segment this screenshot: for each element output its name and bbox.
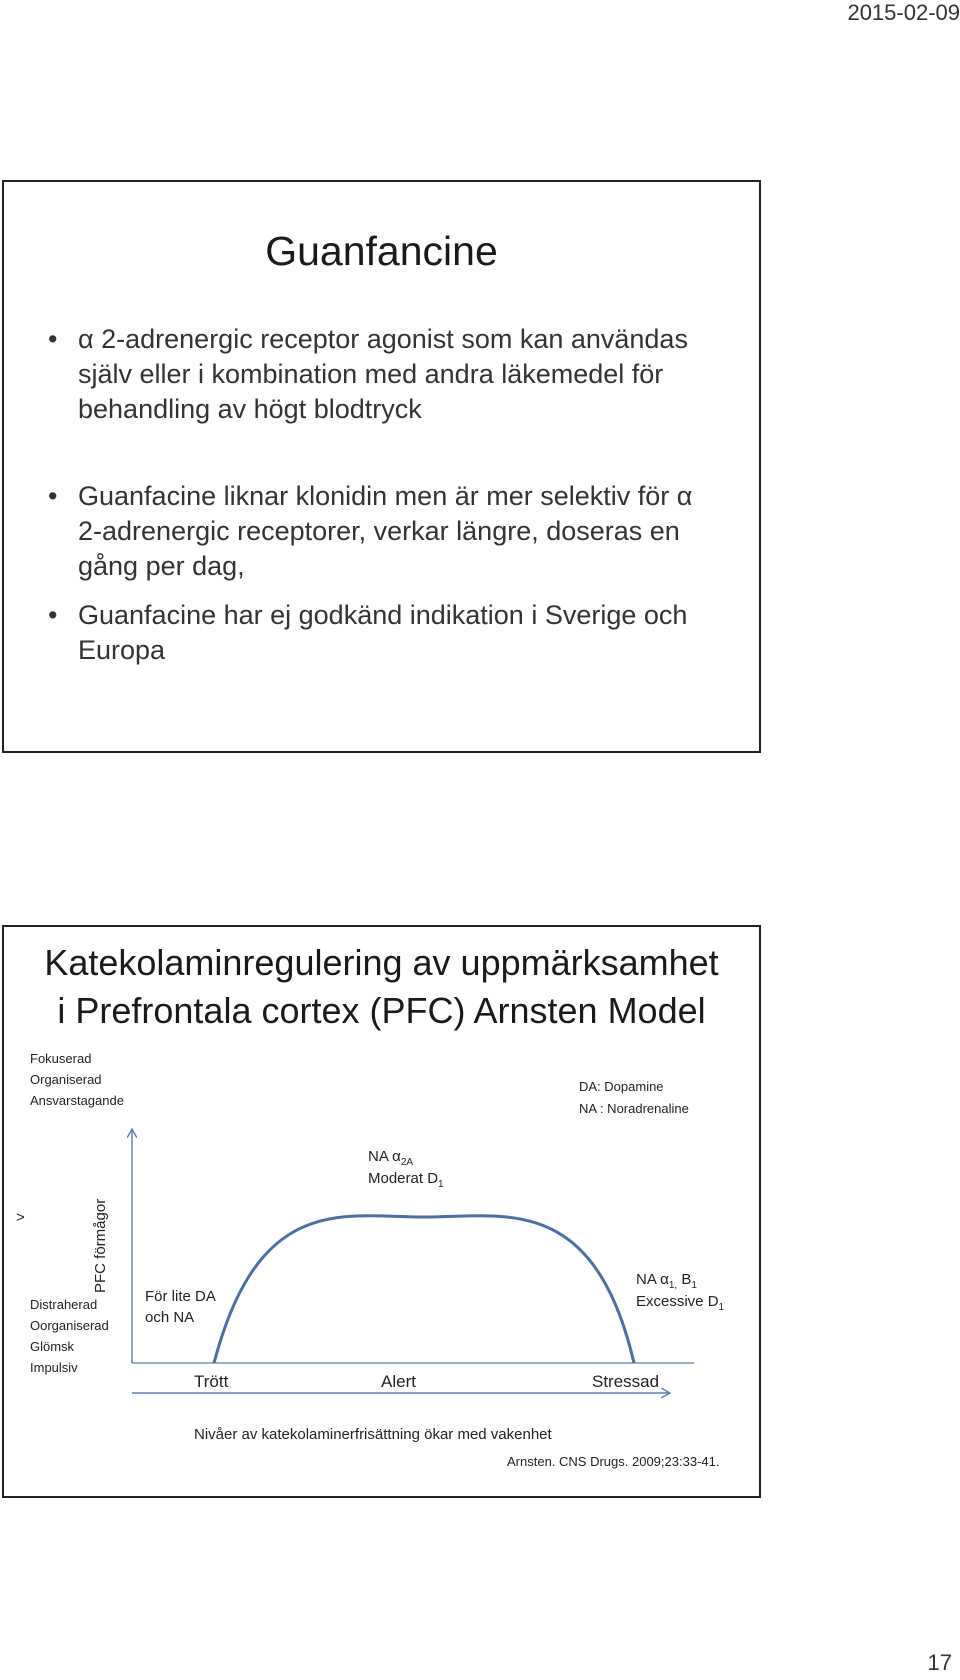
inverted-u-diagram [4, 927, 759, 1496]
bullet-item: • Guanfacine har ej godkänd indikation i Sverige och Europa [44, 598, 719, 668]
header-date: 2015-02-09 [847, 0, 960, 25]
low-level-label: För lite DA [145, 1288, 216, 1305]
right-label-line1: NA $\alpha_{1,}$ $B_1$ [636, 1271, 697, 1291]
right-label-line2: Excessive $D_1$ [636, 1293, 725, 1313]
slide-guanfacine [2, 180, 761, 753]
stray-mark: > [16, 1209, 25, 1226]
top-left-label: Organiserad [30, 1072, 102, 1087]
slide-title-line: i Prefrontala cortex (PFC) Arnsten Model [57, 990, 706, 1031]
legend-item: DA: Dopamine [579, 1079, 664, 1094]
x-tick-label: Alert [381, 1372, 416, 1391]
top-left-label: Ansvarstagande [30, 1093, 124, 1108]
slide-arnsten-model [2, 925, 761, 1498]
top-left-label: Fokuserad [30, 1051, 92, 1066]
bullet-item: • α 2-adrenergic receptor agonist som kan användas själv eller i kombination med andra läkemedel för behandling av högt blodtryck [44, 322, 719, 427]
y-axis-label: PFC förmågor [92, 1198, 109, 1293]
bottom-left-label: Distraherad [30, 1297, 98, 1312]
legend-item: NA : Noradrenaline [579, 1101, 689, 1116]
bottom-left-label: Impulsiv [30, 1360, 78, 1375]
citation: Arnsten. CNS Drugs. 2009;23:33-41. [507, 1454, 720, 1469]
bullet-item: • Guanfacine liknar klonidin men är mer selektiv för α 2-adrenergic receptorer, verkar längre, doseras en gång per dag, [44, 479, 719, 584]
peak-label-line1: NA $\alpha_{2A}$ [368, 1148, 414, 1168]
page-number: 17 [927, 1650, 952, 1675]
slide-title-line: Katekolaminregulering av uppmärksamhet [44, 942, 719, 983]
x-tick-label: Trött [194, 1372, 229, 1391]
low-level-label: och NA [145, 1309, 195, 1326]
bottom-left-label: Glömsk [30, 1339, 75, 1354]
slide-title: Guanfancine [265, 228, 498, 274]
inverted-u-curve [214, 1216, 634, 1363]
bullet-list [44, 322, 719, 668]
x-tick-label: Stressad [592, 1372, 660, 1391]
bottom-left-label: Oorganiserad [30, 1318, 109, 1333]
peak-label-line2: Moderat $D_1$ [368, 1170, 444, 1190]
x-axis-caption: Nivåer av katekolaminerfrisättning ökar med vakenhet [194, 1426, 552, 1443]
